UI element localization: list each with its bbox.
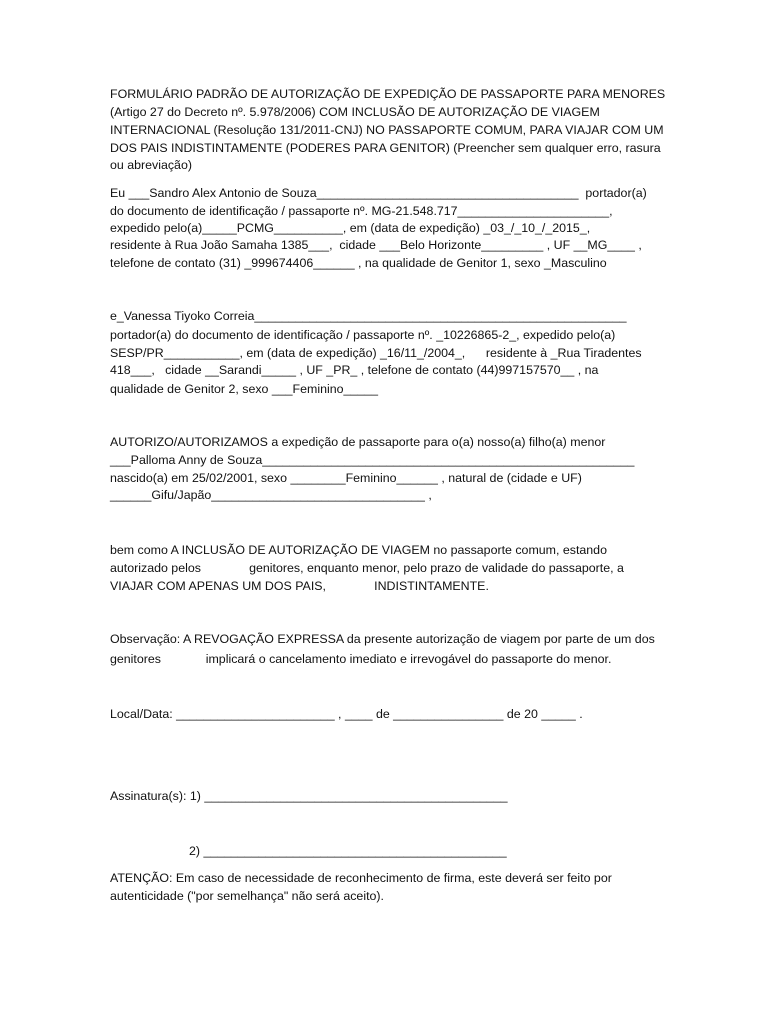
genitor2-line: 418___, cidade __Sarandi_____ , UF _PR_ , telefone de contato (44)997157570__ , na: [110, 363, 599, 377]
genitor1-line: do documento de identificação / passaporte nº. MG-21.548.717______________________,: [110, 204, 613, 218]
genitor2-line: SESP/PR___________, em (data de expedição) _16/11_/2004_, residente à _Rua Tiradentes: [110, 346, 642, 360]
title-line: (Artigo 27 do Decreto nº. 5.978/2006) COM INCLUSÃO DE AUTORIZAÇÃO DE VIAGEM: [110, 105, 600, 119]
authorization-line: ______Gifu/Japão_______________________________ ,: [110, 488, 432, 502]
title-line: ou abreviação): [110, 158, 192, 172]
inclusion-line: bem como A INCLUSÃO DE AUTORIZAÇÃO DE VIAGEM no passaporte comum, estando: [110, 543, 607, 557]
observation-line: Observação: A REVOGAÇÃO EXPRESSA da presente autorização de viagem por parte de um dos: [110, 632, 655, 646]
local-data-line: Local/Data: _______________________ , ____ de ________________ de 20 _____ .: [110, 707, 583, 721]
signature-line-1: Assinatura(s): 1) ____________________________________________: [110, 789, 508, 803]
genitor1-line: residente à Rua João Samaha 1385___, cidade ___Belo Horizonte_________ , UF __MG____ ,: [110, 238, 642, 252]
genitor2-line: e_Vanessa Tiyoko Correia______________________________________________________: [110, 309, 627, 323]
inclusion-line: autorizado pelos genitores, enquanto menor, pelo prazo de validade do passaporte, a: [110, 561, 624, 575]
genitor2-line: portador(a) do documento de identificação / passaporte nº. _10226865-2_, expedido pelo(a): [110, 328, 616, 342]
attention-line: ATENÇÃO: Em caso de necessidade de reconhecimento de firma, este deverá ser feito por: [110, 871, 612, 885]
attention-line: autenticidade ("por semelhança" não será aceito).: [110, 889, 384, 903]
title-line: FORMULÁRIO PADRÃO DE AUTORIZAÇÃO DE EXPEDIÇÃO DE PASSAPORTE PARA MENORES: [110, 87, 666, 101]
authorization-line: ___Palloma Anny de Souza______________________________________________________: [110, 453, 635, 467]
genitor1-line: expedido pelo(a)_____PCMG__________, em (data de expedição) _03_/_10_/_2015_,: [110, 221, 591, 235]
title-line: DOS PAIS INDISTINTAMENTE (PODERES PARA GENITOR) (Preencher sem qualquer erro, rasura: [110, 141, 661, 155]
authorization-line: AUTORIZO/AUTORIZAMOS a expedição de passaporte para o(a) nosso(a) filho(a) menor: [110, 435, 606, 449]
genitor2-line: qualidade de Genitor 2, sexo ___Feminino_____: [110, 382, 378, 396]
inclusion-line: VIAJAR COM APENAS UM DOS PAIS, INDISTINTAMENTE.: [110, 579, 489, 593]
observation-line: genitores implicará o cancelamento imediato e irrevogável do passaporte do menor.: [110, 652, 612, 666]
signature-line-2: 2) ____________________________________________: [189, 844, 507, 858]
authorization-line: nascido(a) em 25/02/2001, sexo ________Feminino______ , natural de (cidade e UF): [110, 471, 582, 485]
genitor1-line: Eu ___Sandro Alex Antonio de Souza______________________________________ portador(a): [110, 186, 647, 200]
genitor1-line: telefone de contato (31) _999674406______ , na qualidade de Genitor 1, sexo _Masculino: [110, 256, 607, 270]
title-line: INTERNACIONAL (Resolução 131/2011-CNJ) NO PASSAPORTE COMUM, PARA VIAJAR COM UM: [110, 123, 664, 137]
